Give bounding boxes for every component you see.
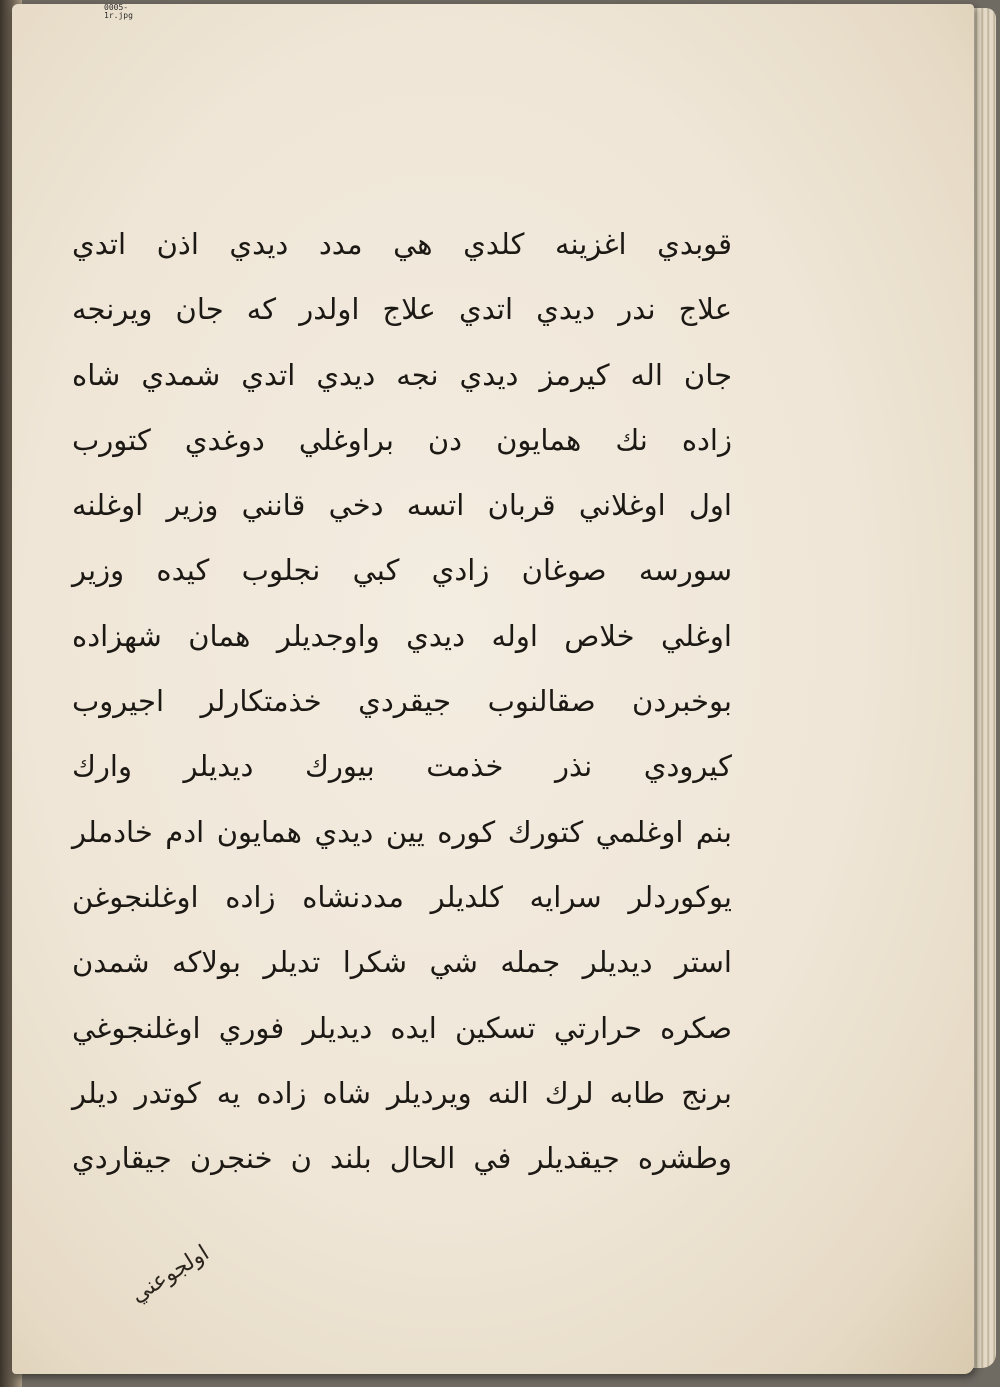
manuscript-line: بوخبردن صقالنوب جيقردي خذمتكارلر اجيروب: [72, 684, 732, 719]
catchword: اولجوعني: [126, 1240, 214, 1309]
manuscript-line: استر ديديلر جمله شي شكرا تديلر بولاكه شمدن: [72, 945, 732, 980]
manuscript-line: اول اوغلاني قربان اتسه دخي قانني وزير اوغلنه: [72, 488, 732, 523]
manuscript-line: جان اله كيرمز ديدي نجه ديدي اتدي شمدي شاه: [72, 357, 732, 392]
manuscript-line: اوغلي خلاص اوله ديدي واوجديلر همان شهزاده: [72, 618, 732, 653]
manuscript-page: [12, 4, 974, 1374]
manuscript-line: سورسه صوغان زادي كبي نجلوب كيده وزير: [72, 553, 732, 588]
image-filename-label: 0005-1r.jpg: [104, 3, 133, 20]
manuscript-line: بنم اوغلمي كتورك كوره يين ديدي همايون ادم خادملر: [72, 814, 732, 849]
manuscript-text-block: [72, 212, 732, 1191]
manuscript-line: صكره حرارتي تسكين ايده ديديلر فوري اوغلنجوغي: [72, 1010, 732, 1045]
manuscript-line: برنج طابه لرك النه ويرديلر شاه زاده يه كوتدر ديلر: [72, 1075, 732, 1110]
manuscript-line: قوبدي اغزينه كلدي هي مدد ديدي اذن اتدي: [72, 227, 732, 261]
manuscript-line: كيرودي نذر خذمت بيورك ديديلر وارك: [72, 749, 732, 784]
manuscript-line: زاده نك همايون دن براوغلي دوغدي كتورب: [72, 422, 732, 457]
manuscript-line: علاج ندر ديدي اتدي علاج اولدر كه جان ويرنجه: [72, 292, 732, 327]
manuscript-line: يوكوردلر سرايه كلديلر مددنشاه زاده اوغلنجوغن: [72, 879, 732, 914]
manuscript-line: وطشره جيقديلر في الحال بلند ن خنجرن جيقاردي: [72, 1141, 732, 1176]
